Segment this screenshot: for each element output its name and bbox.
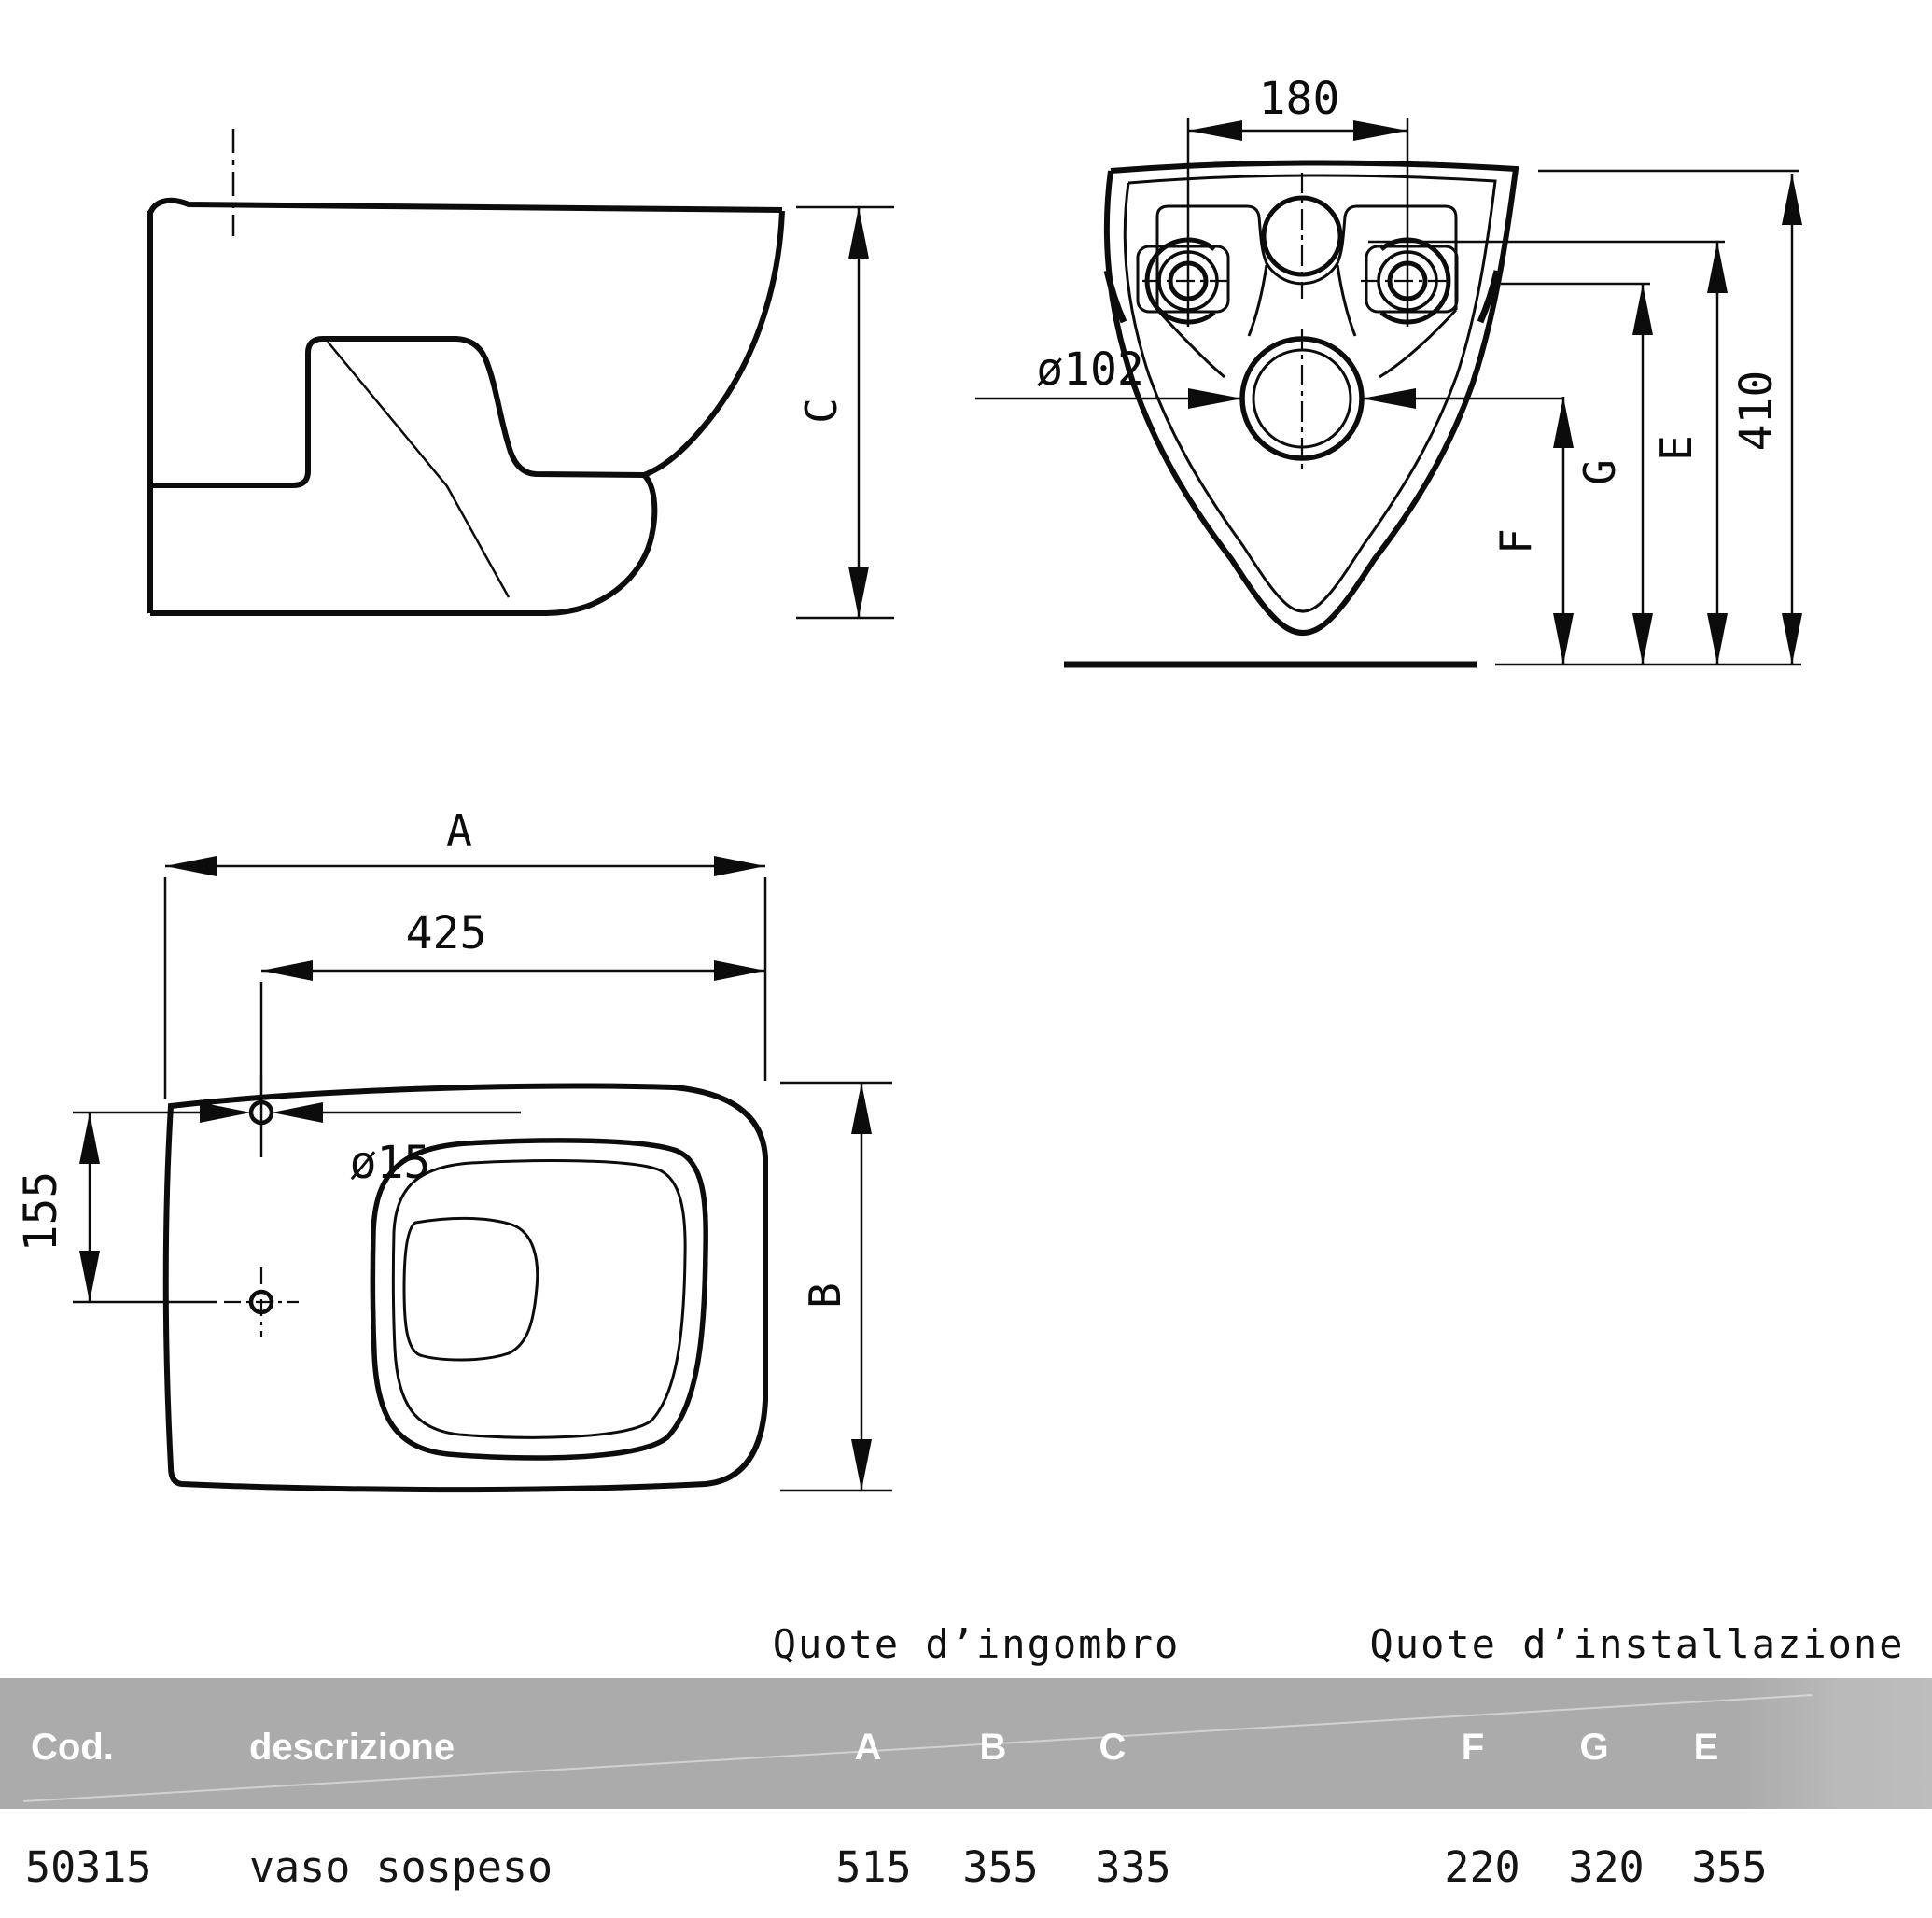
cell-c: 335 xyxy=(1095,1842,1171,1892)
dim-d102-arrow-right xyxy=(1362,388,1416,409)
group-title-installazione: Quote d’installazione xyxy=(1369,1621,1905,1667)
top-view xyxy=(15,805,892,1491)
dim-a-label: A xyxy=(446,805,472,856)
cell-e: 355 xyxy=(1691,1842,1768,1892)
cell-g: 320 xyxy=(1568,1842,1645,1892)
dim-b-arrow-down xyxy=(851,1439,872,1491)
side-trap-thin-line xyxy=(328,342,509,597)
col-header-c: C xyxy=(1099,1727,1127,1768)
side-front-bottom-curve xyxy=(150,475,654,613)
cell-descrizione: vaso sospeso xyxy=(249,1842,553,1892)
dim-d15-arrow-right xyxy=(272,1102,323,1123)
dim-c-arrow-down xyxy=(848,567,869,618)
col-header-e: E xyxy=(1693,1727,1719,1768)
dim-e-arrow-down xyxy=(1707,613,1728,665)
dim-180-arrow-right xyxy=(1353,120,1407,141)
dim-c-label: C xyxy=(796,398,847,424)
dim-c-arrow-up xyxy=(848,207,869,259)
dim-155-label: 155 xyxy=(15,1170,67,1253)
dim-f-label: F xyxy=(1491,528,1541,554)
side-bowl-outer-curve xyxy=(644,211,782,475)
dim-d15-arrow-left xyxy=(200,1102,251,1123)
dim-e-arrow-up xyxy=(1707,242,1728,293)
side-top-rim-line xyxy=(149,201,782,217)
dim-425-arrow-left xyxy=(261,960,313,981)
dim-f-arrow-up xyxy=(1553,397,1574,448)
cell-f: 220 xyxy=(1444,1842,1520,1892)
dim-425-label: 425 xyxy=(405,907,487,959)
dim-155-arrow-down xyxy=(79,1251,100,1302)
dim-155-arrow-up xyxy=(79,1113,100,1164)
cell-a: 515 xyxy=(835,1842,912,1892)
front-view xyxy=(975,73,1802,665)
side-view xyxy=(149,129,894,618)
side-step-and-rim-underside xyxy=(150,339,644,485)
dim-g-arrow-up xyxy=(1632,284,1653,335)
dim-425-arrow-right xyxy=(714,960,765,981)
dim-b-arrow-up xyxy=(851,1083,872,1134)
dim-g-arrow-down xyxy=(1632,613,1653,665)
dim-180-label: 180 xyxy=(1258,73,1340,125)
top-rim-inner xyxy=(393,1161,685,1438)
col-header-b: B xyxy=(979,1727,1007,1768)
dim-d15-label: ø15 xyxy=(349,1137,431,1189)
front-funnel-inner-left xyxy=(1249,265,1267,336)
front-outlet-inner xyxy=(1253,350,1351,447)
dim-d102-arrow-left xyxy=(1188,388,1242,409)
dim-410-label: 410 xyxy=(1730,370,1783,452)
dim-e-label: E xyxy=(1651,435,1701,461)
dim-g-label: G xyxy=(1575,459,1625,485)
cell-b: 355 xyxy=(962,1842,1039,1892)
cell-cod: 50315 xyxy=(25,1842,152,1892)
col-header-descrizione: descrizione xyxy=(249,1727,455,1768)
col-header-a: A xyxy=(854,1727,882,1768)
col-header-f: F xyxy=(1461,1727,1485,1768)
dim-d102-label: ø102 xyxy=(1036,343,1144,396)
top-sump-outline xyxy=(404,1218,538,1360)
dim-f-arrow-down xyxy=(1553,613,1574,665)
dim-a-arrow-left xyxy=(165,856,217,876)
dim-410-arrow-down xyxy=(1782,613,1802,665)
col-header-g: G xyxy=(1579,1727,1609,1768)
dim-a-arrow-right xyxy=(714,856,765,876)
group-title-ingombro: Quote d’ingombro xyxy=(772,1621,1181,1667)
dim-b-label: B xyxy=(800,1282,850,1309)
col-header-cod: Cod. xyxy=(31,1727,114,1768)
front-funnel-inner-right xyxy=(1337,265,1355,336)
dim-180-arrow-left xyxy=(1188,120,1242,141)
dim-410-arrow-up xyxy=(1782,174,1802,225)
